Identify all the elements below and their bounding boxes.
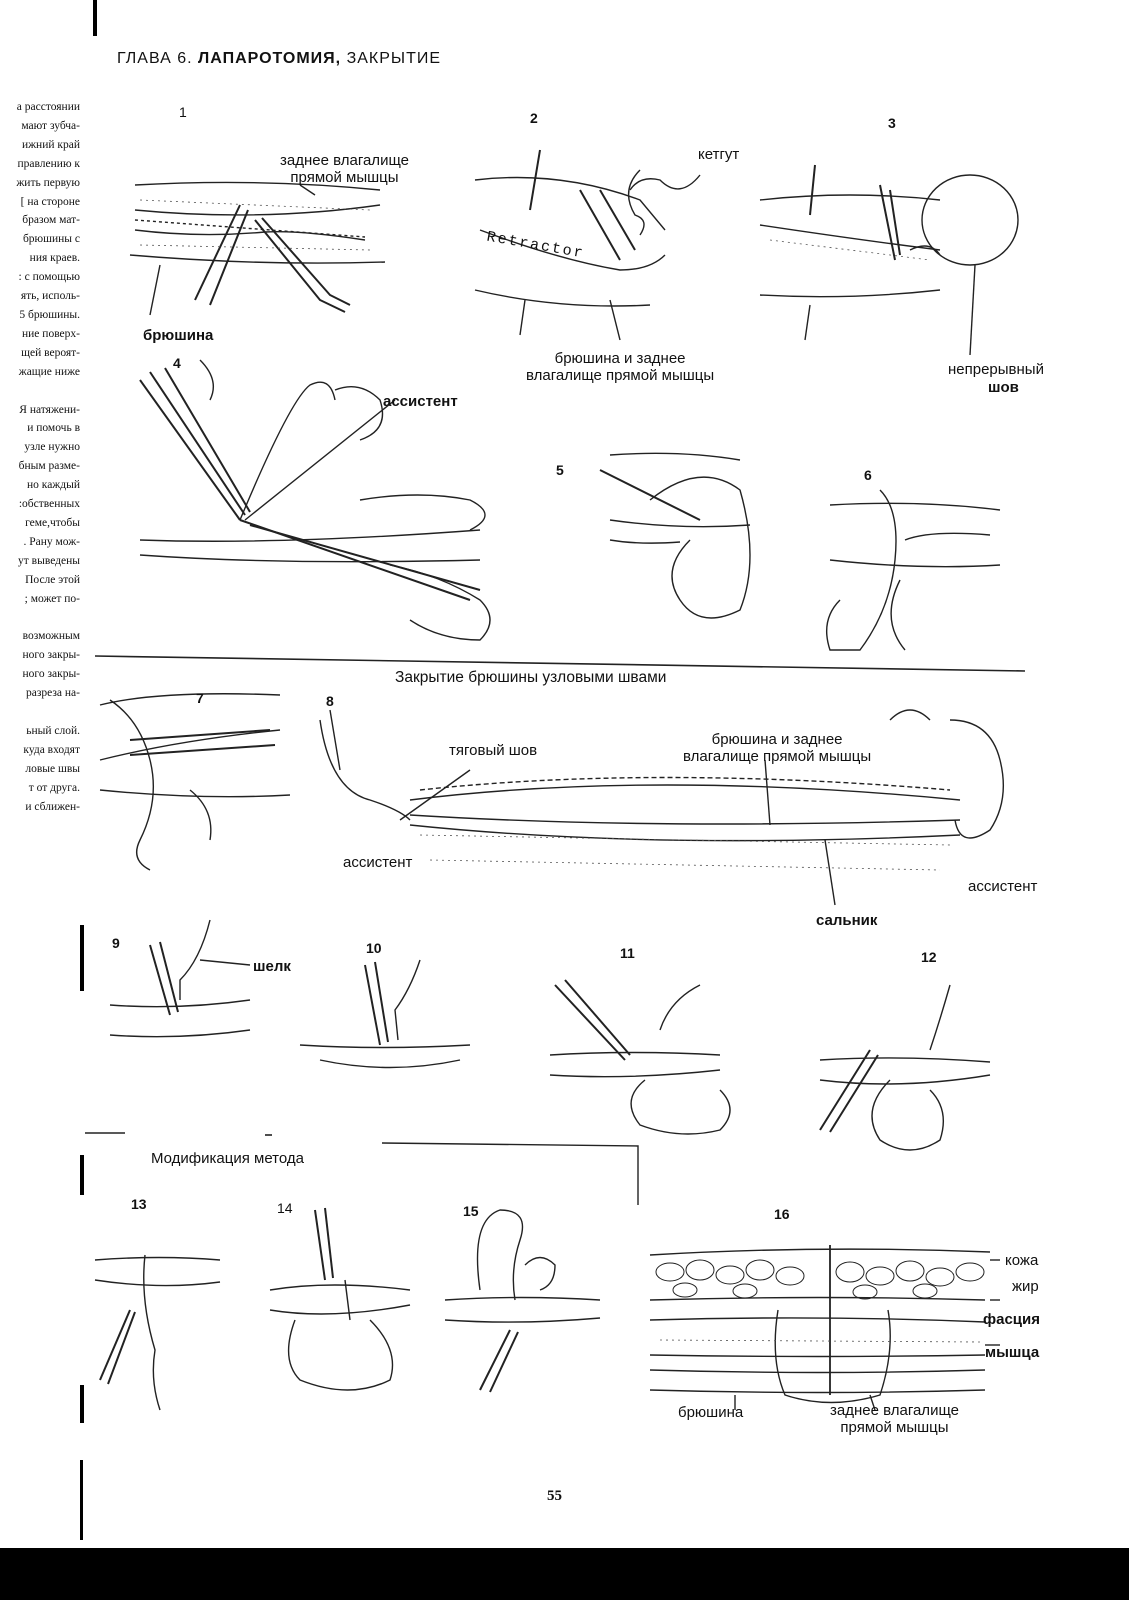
figure-9-drawing xyxy=(110,920,250,1037)
figure-13-drawing xyxy=(95,1255,220,1410)
figure-number: 15 xyxy=(463,1203,479,1219)
figure-number: 16 xyxy=(774,1206,790,1222)
figure-10-drawing xyxy=(300,960,470,1068)
left-column-line: куда входят xyxy=(23,743,80,756)
figure-16-drawing xyxy=(650,1245,1000,1410)
figure-7-drawing xyxy=(100,694,290,870)
figure-5-drawing xyxy=(600,453,750,618)
left-column-line: жить первую xyxy=(16,176,80,189)
label-assistant-left: ассистент xyxy=(343,854,413,871)
left-column-line: ние поверх- xyxy=(22,327,80,340)
left-column-line: ижний край xyxy=(21,138,80,151)
figure-11-drawing xyxy=(550,980,730,1134)
left-column-line: ять, исполь- xyxy=(20,290,80,303)
scan-mark xyxy=(80,925,84,991)
section-heading-modification: Модификация метода xyxy=(151,1150,304,1167)
left-column-line: бразом мат- xyxy=(22,214,80,227)
figure-1-drawing xyxy=(130,182,385,315)
label-fat: жир xyxy=(1012,1278,1039,1295)
label-posterior-sheath: заднее влагалище прямой мышцы xyxy=(280,152,409,186)
scan-mark xyxy=(80,1460,83,1540)
label-skin: кожа xyxy=(1005,1252,1039,1269)
left-column-line: и сближен- xyxy=(25,800,80,813)
left-column-line: ния краев. xyxy=(29,252,80,265)
figure-number: 12 xyxy=(921,949,937,965)
left-column-line: возможным xyxy=(22,630,80,643)
label-suture: шов xyxy=(988,379,1019,396)
figure-8-drawing xyxy=(320,710,1003,905)
label-retractor: Retractor xyxy=(485,228,586,263)
label-catgut: кетгут xyxy=(698,146,740,163)
scan-mark xyxy=(93,0,97,36)
page-number: 55 xyxy=(547,1488,562,1504)
scan-mark xyxy=(80,1385,84,1423)
left-column-line: брюшины с xyxy=(22,233,80,246)
left-column-line: узле нужно xyxy=(24,441,80,454)
left-column-line: правлению к xyxy=(17,157,80,170)
figure-number: 4 xyxy=(173,355,181,371)
label-traction-suture: тяговый шов xyxy=(449,742,538,759)
figure-number: 10 xyxy=(366,940,382,956)
figure-number: 14 xyxy=(277,1200,293,1216)
figure-number: 9 xyxy=(112,935,120,951)
left-column-line: :обственных xyxy=(18,498,80,511)
figure-6-drawing xyxy=(827,490,1000,650)
left-column-line: ьный слой. xyxy=(26,724,80,737)
label-posterior-sheath-16: заднее влагалище прямой мышцы xyxy=(830,1402,959,1436)
scan-mark xyxy=(80,1155,84,1195)
figure-number: 6 xyxy=(864,467,872,483)
figure-number: 3 xyxy=(888,115,896,131)
figure-15-drawing xyxy=(445,1210,600,1392)
scan-bottom-border xyxy=(0,1548,1129,1600)
label-peritoneum-and-sheath: брюшина и заднее влагалище прямой мышцы xyxy=(526,350,715,384)
label-assistant-right: ассистент xyxy=(968,878,1038,895)
label-peritoneum-and-sheath-8: брюшина и заднее влагалище прямой мышцы xyxy=(683,731,872,765)
section-heading-interrupted: Закрытие брюшины узловыми швами xyxy=(395,669,667,686)
left-column-line: но каждый xyxy=(27,479,80,492)
figure-12-drawing xyxy=(820,985,990,1150)
figure-number: 13 xyxy=(131,1196,147,1212)
left-column-line: разреза на- xyxy=(25,687,80,700)
left-column-line: ут выведены xyxy=(18,554,80,567)
left-column-line: ; может по- xyxy=(24,592,80,605)
left-column-line: После этой xyxy=(25,573,80,586)
label-continuous: непрерывный xyxy=(948,361,1044,378)
label-assistant: ассистент xyxy=(383,393,458,410)
label-muscle: мышца xyxy=(985,1344,1040,1361)
figure-3-drawing xyxy=(760,165,1018,355)
left-column-line: 5 брюшины. xyxy=(19,308,80,321)
left-column-line: : с помощью xyxy=(18,271,80,284)
left-column-line: мают зубча- xyxy=(21,119,80,132)
figure-number: 2 xyxy=(530,110,538,126)
left-column-line: Я натяжени- xyxy=(19,403,80,416)
label-omentum: сальник xyxy=(816,912,878,929)
left-column-line: ного закры- xyxy=(22,649,80,662)
label-peritoneum-16: брюшина xyxy=(678,1404,744,1421)
label-fascia: фасция xyxy=(983,1311,1041,1328)
figure-number: 1 xyxy=(179,104,187,120)
left-column-line: а расстоянии xyxy=(16,101,80,113)
left-column-line: и помочь в xyxy=(27,422,80,435)
label-peritoneum: брюшина xyxy=(143,327,214,344)
left-column-line: щей вероят- xyxy=(21,346,80,359)
label-silk: шелк xyxy=(253,958,291,975)
figure-number: 11 xyxy=(620,945,635,961)
left-column-line: жащие ниже xyxy=(18,365,80,378)
chapter-title-rest: ЗАКРЫТИЕ xyxy=(346,50,442,67)
chapter-label: ГЛАВА 6. xyxy=(117,50,193,67)
left-column-line: геме,чтобы xyxy=(25,516,80,529)
left-column-line: бным разме- xyxy=(18,460,80,473)
left-column-line: ловые швы xyxy=(25,762,80,775)
chapter-title-bold: ЛАПАРОТОМИЯ, xyxy=(198,50,342,67)
left-column-line: [ на стороне xyxy=(20,195,80,208)
figure-number: 5 xyxy=(556,462,564,478)
figure-number: 8 xyxy=(326,693,334,709)
left-column-line: ного закры- xyxy=(22,668,80,681)
left-column-line: т от друга. xyxy=(28,781,80,794)
figure-14-drawing xyxy=(270,1208,410,1390)
left-column-line: . Рану мож- xyxy=(23,535,80,548)
figure-number: 7 xyxy=(196,690,204,706)
